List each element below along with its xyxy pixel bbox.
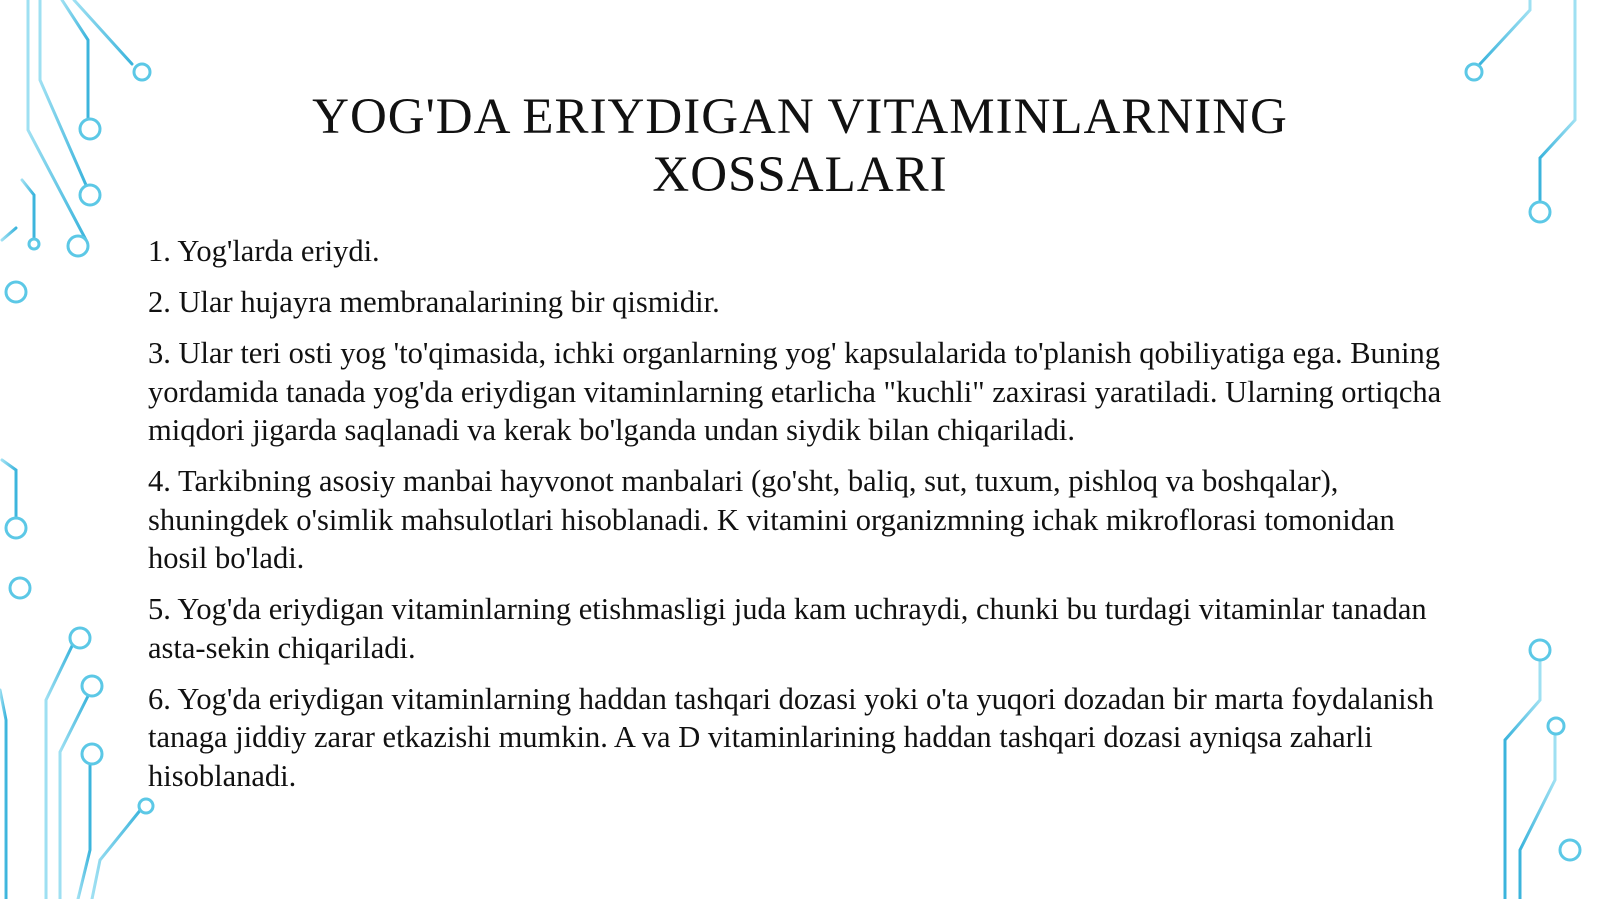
slide-title (200, 88, 1400, 204)
circuit-left-bottom-nodes (6, 518, 153, 813)
slide-title-line1: YOG'DA ERIYDIGAN VITAMINLARNING (312, 89, 1288, 145)
circuit-right-top-nodes (1466, 64, 1550, 222)
circuit-right-bottom (1505, 600, 1596, 899)
circuit-left-top (2, 0, 132, 282)
circuit-left-top-nodes (6, 64, 150, 302)
slide-title-line2: XOSSALARI (652, 147, 948, 203)
list-item-4: 4. Tarkibning asosiy manbai hayvonot manbalari (go'sht, baliq, sut, tuxum, pishloq va boshqalar), shuningdek o'simlik mahsulotlari hisoblanadi. K vitamini organizmning ichak mikroflorasi tomonidan hosil bo'ladi. (148, 464, 1395, 575)
list-item-5: 5. Yog'da eriydigan vitaminlarning etishmasligi juda kam uchraydi, chunki bu turdagi vitaminlar tanadan asta-sekin chiqariladi. (148, 592, 1427, 665)
list-item-2: 2. Ular hujayra membranalarining bir qismidir. (148, 285, 720, 319)
circuit-left-bottom (0, 460, 142, 899)
circuit-right-top (1480, 0, 1596, 200)
circuit-right-bottom-nodes (1530, 640, 1580, 860)
slide-body (148, 232, 1448, 808)
list-item-6: 6. Yog'da eriydigan vitaminlarning haddan tashqari dozasi yoki o'ta yuqori dozadan bir marta foydalanish tanaga jiddiy zarar etkazishi mumkin. A va D vitaminlarining haddan tashqari dozasi ayniqsa zaharli hisoblanadi. (148, 681, 1434, 793)
list-item-3: 3. Ular teri osti yog 'to'qimasida, ichki organlarning yog' kapsulalarida to'planish qobiliyatiga ega. Buning yordamida tanada yog'da eriydigan vitaminlarning etarlicha "kuchli" zaxirasi yaratiladi. Ularning ortiqcha miqdori jigarda saqlanadi va kerak bo'lganda undan siydik bilan chiqariladi. (148, 336, 1442, 447)
list-item-1: 1. Yog'larda eriydi. (148, 234, 380, 268)
